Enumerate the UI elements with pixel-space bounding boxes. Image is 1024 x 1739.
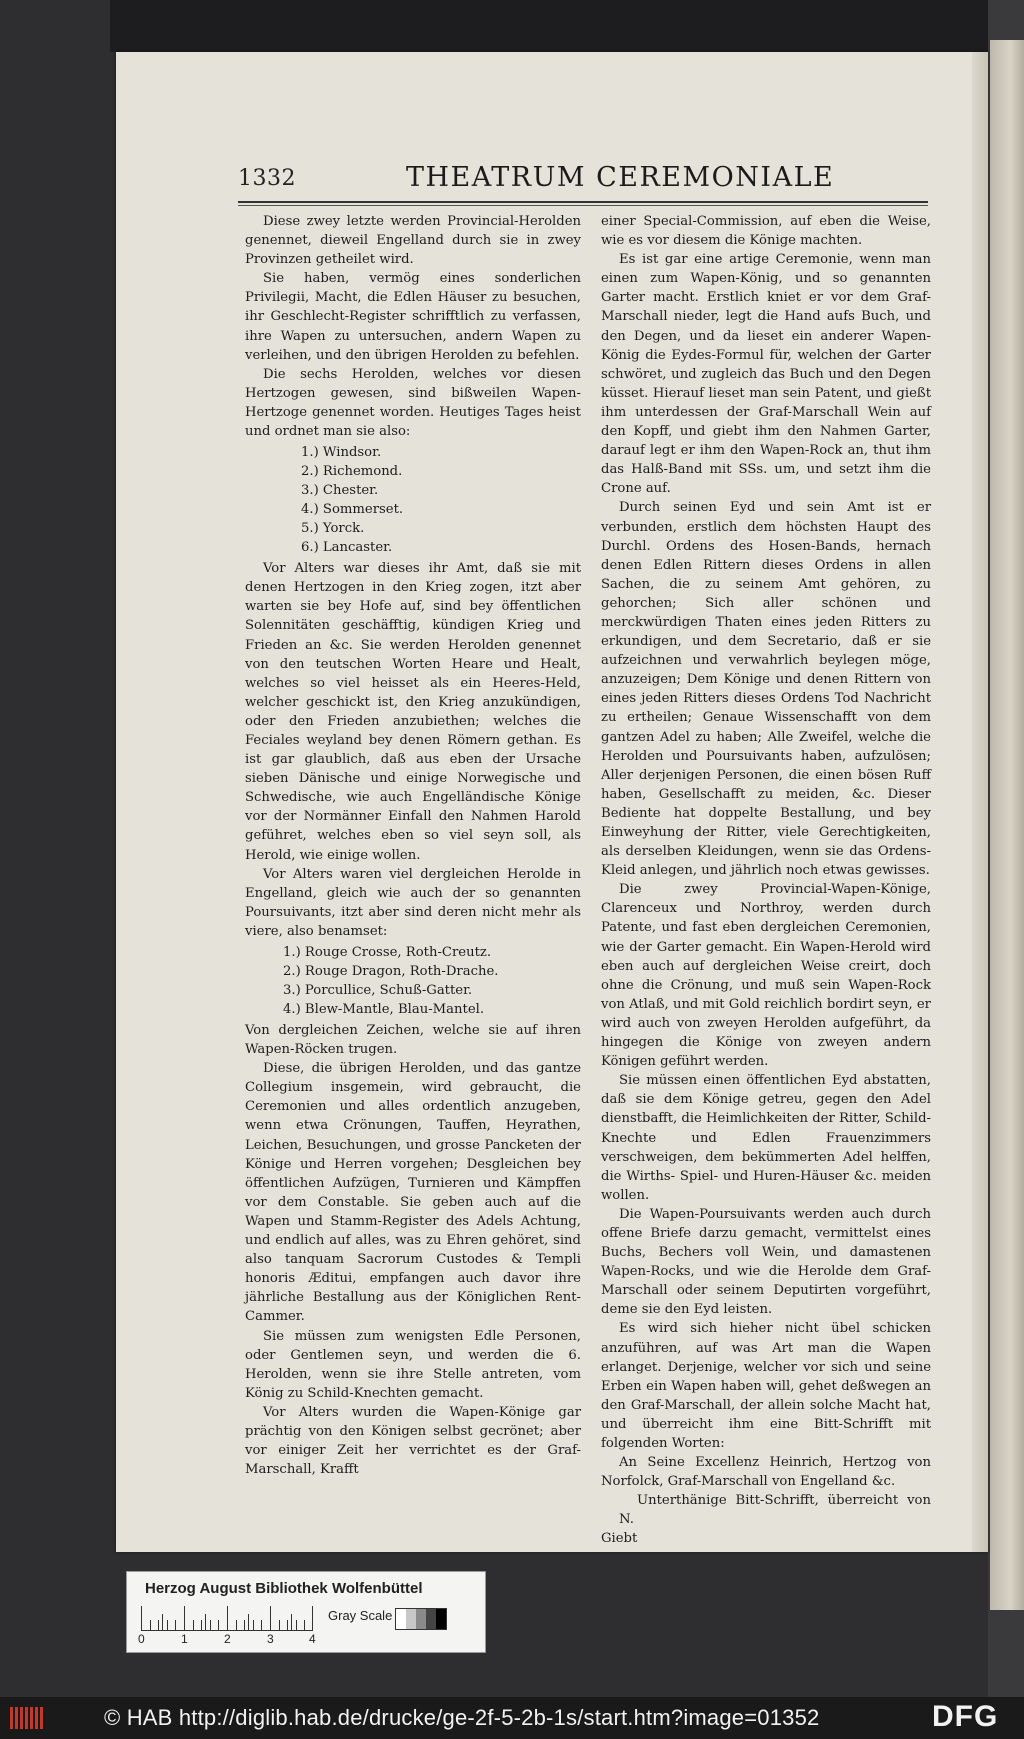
- header-rule-thin: [238, 205, 928, 206]
- paragraph: Diese zwey letzte werden Provincial-Herolden genennet, dieweil Engelland durch sie in zwey Provinzen getheilet wird.: [245, 214, 581, 268]
- list-item: 1.) Windsor.: [301, 445, 382, 461]
- list-item: 4.) Sommerset.: [301, 502, 404, 518]
- ruler-tick: [141, 1606, 142, 1630]
- paragraph: einer Special-Commission, auf eben die Weise, wie es vor diesem die Könige machten.: [601, 214, 931, 249]
- paragraph: Durch seinen Eyd und sein Amt ist er verbunden, erstlich dem höchsten Haupt des Durchl. Ordens des Hosen-Bands, hernach denen Edlen Rittern dieses Ordens in allen Sachen, die zu seinem Amt gehören, zu gehorchen; Sich aller schönen und merckwürdigen Thaten eines jeden Ritters zu erkundigen, und dem Secretario, daß er sie aufzeichnen und verwahrlich beylegen möge, anzuzeigen; Dem Könige und denen Rittern von eines jeden Ritters dieses Ordens Tod Nachricht zu ertheilen; Genaue Wissenschafft von dem gantzen Adel zu haben; Alle Zweifel, welche die Herolden und Poursuivants haben, aufzulösen; Aller derjenigen Personen, die einen bösen Ruff haben, Gesellschafft zu meiden, &c. Dieser Bediente hat doppelte Bestallung, und bey Einweyhung der Ritter, viele Gerechtigkeiten, als derselben Kleidungen, wenn sie das Ordens-Kleid anlegen, und jährlich noch etwas gewisses.: [601, 500, 931, 879]
- gray-swatch: [416, 1609, 426, 1629]
- ruler-tick: [184, 1606, 185, 1630]
- paragraph: Von dergleichen Zeichen, welche sie auf ihren Wapen-Röcken trugen.: [245, 1023, 581, 1058]
- poursuivants-list: [283, 943, 581, 1019]
- paragraph: Vor Alters war dieses ihr Amt, daß sie mit denen Hertzogen in den Krieg zogen, itzt aber warten sie bey Hofe auf, sind bey öffentlichen Solennitäten geschäfftig, kündigen Krieg und Frieden an &c. Sie werden Herolden genennet von den teutschen Worten Heare und Healt, welches so viel heisset als ein Heeres-Held, welcher geschickt ist, den Krieg anzukündigen, oder den Frieden anzubiethen; welches die Feciales weyland bey denen Römern gethan. Es ist gar glaublich, daß aus eben der Ursache sieben Dänische und einige Norwegische und Schwedische, wie auch Engelländische Könige vor der Normänner Einfall den Nahmen Harold geführet, welches eben so viel seyn soll, als Herold, wie einige wollen.: [245, 561, 581, 863]
- hab-logo-icon: [8, 1704, 48, 1732]
- paragraph: Sie haben, vermög eines sonderlichen Privilegii, Macht, die Edlen Häuser zu besuchen, ihr Geschlecht-Register schrifftlich zu verfassen, ihre Wapen zu untersuchen, andern Wapen zu verleihen, und den übrigen Herolden zu befehlen.: [245, 271, 581, 363]
- left-text-column: [245, 212, 581, 1479]
- gray-swatch: [406, 1609, 416, 1629]
- list-item: 4.) Blew-Mantle, Blau-Mantel.: [283, 1002, 485, 1017]
- paragraph: Die Wapen-Poursuivants werden auch durch offene Briefe darzu gemacht, vermittelst eines Buchs, Bechers voll Wein, und damastenen Wapen-Rocks, und wie die Herolde dem Graf-Marschall oder seinem Deputirten vorgeführt, deme sie den Eyd leisten.: [601, 1206, 931, 1318]
- ruler-tick: [150, 1620, 151, 1630]
- grayscale-swatches: [395, 1608, 447, 1630]
- ruler-tick: [210, 1620, 211, 1630]
- ruler-tick: [248, 1614, 249, 1630]
- paragraph: Vor Alters wurden die Wapen-Könige gar prächtig von den Königen selbst gecrönet; aber vor einiger Zeit her verrichtet es der Graf-Marschall, Krafft: [245, 1404, 581, 1478]
- heralds-list: [301, 443, 581, 557]
- paragraph: Unterthänige Bitt-Schrifft, überreicht von N.: [619, 1493, 931, 1528]
- ruler-tick: [279, 1620, 280, 1630]
- page-fold-edge: [972, 52, 988, 1552]
- scanner-top-shadow: [110, 0, 990, 52]
- paragraph: Es ist gar eine artige Ceremonie, wenn man einen zum Wapen-König, und so genannten Garter macht. Erstlich kniet er vor dem Graf-Marschall nieder, legt die Hand aufs Buch, und den Degen, und da lieset ein anderer Wapen-König die Eydes-Formul für, welchen der Garter schwöret, und zugleich das Buch und den Degen küsset. Hierauf lieset man sein Patent, und gießt ihm unterdessen der Graf-Marschall Wein auf den Kopff, und giebt ihm den Nahmen Garter, darauf legt er ihm den Wapen-Rock an, thut ihm das Halß-Band mit SSs. um, und setzt ihm die Crone auf.: [601, 252, 931, 497]
- ruler-tick: [218, 1620, 219, 1630]
- paragraph: An Seine Excellenz Heinrich, Hertzog von Norfolck, Graf-Marschall von Engelland &c.: [601, 1455, 931, 1490]
- ruler-tick: [261, 1620, 262, 1630]
- header-rule: [238, 201, 928, 203]
- list-item: 2.) Richemond.: [301, 464, 403, 480]
- ruler-tick: [304, 1620, 305, 1630]
- ruler-label: 2: [224, 1632, 231, 1646]
- paragraph: Sie müssen einen öffentlichen Eyd abstatten, daß sie dem Könige getreu, gegen den Adel dienstbafft, die Heimlichkeiten der Ritter, Schild-Knechte und Edlen Frauenzimmers verschweigen, dem bekümmerten Adel helffen, die Wirths- Spiel- und Huren-Häuser &c. meiden wollen.: [601, 1073, 931, 1203]
- ruler-label: 4: [309, 1632, 316, 1646]
- library-name: Herzog August Bibliothek Wolfenbüttel: [145, 1580, 423, 1597]
- page-number: 1332: [238, 166, 296, 191]
- dfg-logo: DFG: [932, 1700, 999, 1733]
- ruler-tick: [291, 1614, 292, 1630]
- grayscale-label: Gray Scale: [328, 1608, 393, 1623]
- ruler-label: 3: [267, 1632, 274, 1646]
- list-item: 3.) Chester.: [301, 483, 379, 499]
- paragraph: Es wird sich hieher nicht übel schicken anzuführen, auf was Art man die Wapen erlanget. Derjenige, welcher vor sich und seine Erben ein Wapen haben will, gehet deßwegen an den Graf-Marschall, der allein solche Macht hat, und überreicht ihm eine Bitt-Schrifft mit folgenden Worten:: [601, 1321, 931, 1451]
- ruler-tick: [205, 1614, 206, 1630]
- running-title: THEATRUM CEREMONIALE: [406, 162, 835, 193]
- ruler-label: 1: [181, 1632, 188, 1646]
- page-header: [238, 162, 928, 202]
- ruler-tick: [296, 1620, 297, 1630]
- ruler-tick: [193, 1620, 194, 1630]
- ruler-tick: [167, 1620, 168, 1630]
- ruler-tick: [287, 1620, 288, 1630]
- list-item: 6.) Lancaster.: [301, 540, 393, 556]
- ruler-tick: [158, 1620, 159, 1630]
- gray-swatch: [436, 1609, 446, 1629]
- ruler-label: 0: [138, 1632, 145, 1646]
- ruler-tick: [236, 1620, 237, 1630]
- scan-reference-card: [126, 1571, 486, 1653]
- list-item: 2.) Rouge Dragon, Roth-Drache.: [283, 964, 499, 979]
- gray-swatch: [426, 1609, 436, 1629]
- right-text-column: [601, 212, 931, 1549]
- ruler-tick: [227, 1606, 228, 1630]
- list-item: 5.) Yorck.: [301, 521, 365, 537]
- ruler-tick: [312, 1606, 313, 1630]
- paragraph: Sie müssen zum wenigsten Edle Personen, oder Gentlemen seyn, und werden die 6. Herolden, wenn sie ihre Stelle antreten, vom König zu Schild-Knechten gemacht.: [245, 1328, 581, 1401]
- list-item: 3.) Porcullice, Schuß-Gatter.: [283, 983, 473, 998]
- paragraph: Diese, die übrigen Herolden, und das gantze Collegium insgemein, wird gebraucht, die Ceremonien und alles ordentlich anzugeben, wenn etwa Crönungen, Tauffen, Heyrathen, Leichen, Besuchungen, und grosse Pancketen der Könige und Herren vorgehen; Desgleichen bey öffentlichen Aufzügen, Turnieren und Kämpffen vor dem Constable. Sie geben auch auf die Wapen und Stamm-Register des Adels Achtung, und endlich auf alles, was zu Ehren gehöret, sind also tanquam Sacrorum Custodes & Templi honoris Æditui, empfangen auch davor ihre jährliche Bestallung aus der Königlichen Rent-Cammer.: [245, 1061, 581, 1325]
- ruler-tick: [244, 1620, 245, 1630]
- adjacent-page-edge: [990, 40, 1024, 1610]
- paragraph: Die sechs Herolden, welches vor diesen Hertzogen gewesen, sind bißweilen Wapen-Hertzoge genennet worden. Heutiges Tages heist und ordnet man sie also:: [245, 366, 581, 440]
- ruler-tick: [175, 1620, 176, 1630]
- source-url[interactable]: © HAB http://diglib.hab.de/drucke/ge-2f-5-2b-1s/start.htm?image=01352: [104, 1705, 820, 1730]
- scale-ruler: [141, 1606, 313, 1631]
- ruler-tick: [201, 1620, 202, 1630]
- ruler-tick: [162, 1614, 163, 1630]
- list-item: 1.) Rouge Crosse, Roth-Creutz.: [283, 945, 492, 960]
- gray-swatch: [396, 1609, 406, 1629]
- paragraph: Vor Alters waren viel dergleichen Herolde in Engelland, gleich wie auch der so genannten Poursuivants, itzt aber sind deren nicht mehr als viere, also benamset:: [245, 866, 581, 939]
- ruler-tick: [270, 1606, 271, 1630]
- paragraph: Die zwey Provincial-Wapen-Könige, Clarenceux und Northroy, werden durch Patente, und fast eben dergleichen Ceremonien, wie der Garter gemacht. Ein Wapen-Herold wird eben auch auf dergleichen Weise creirt, doch ohne die Crönung, und muß sein Wapen-Rock von Atlaß, und mit Gold reichlich bordirt seyn, er wird auch von zweyen Herolden aufgeführt, da hingegen die Könige von zweyen andern Königen geführt werden.: [601, 882, 931, 1070]
- catchword: Giebt: [601, 1531, 638, 1547]
- ruler-tick: [253, 1620, 254, 1630]
